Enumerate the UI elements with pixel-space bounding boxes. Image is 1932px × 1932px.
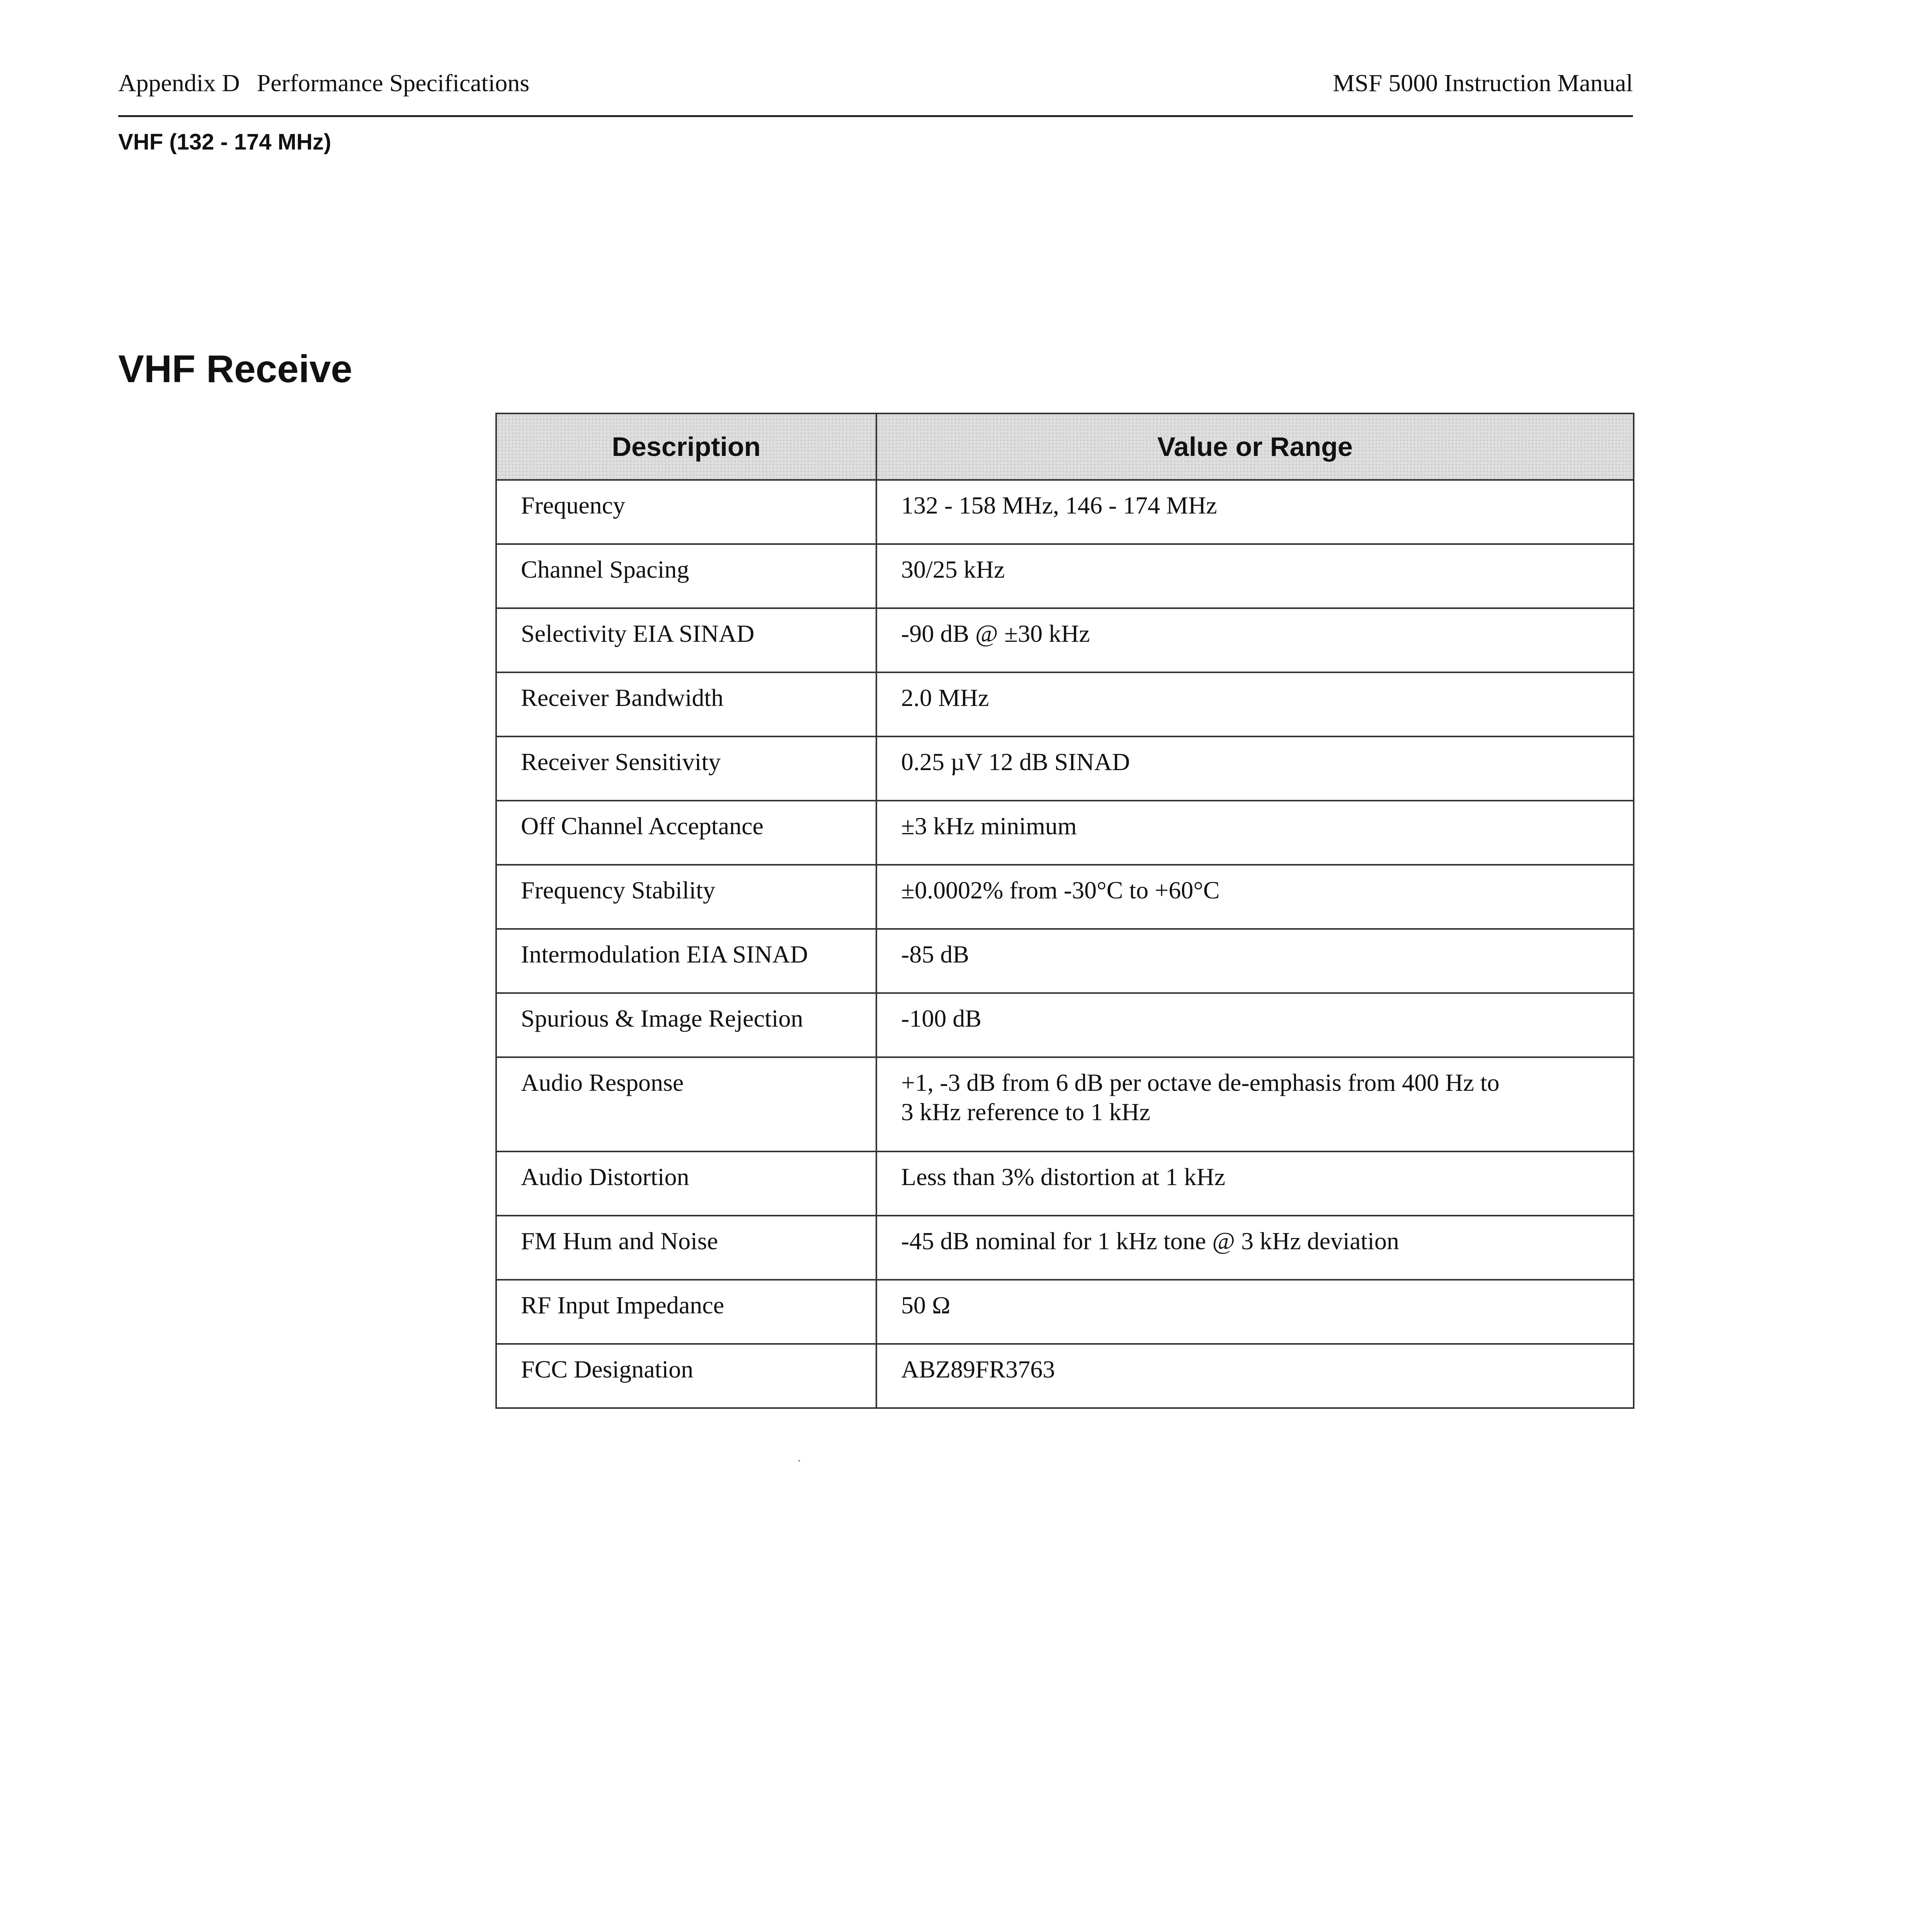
- section-title: VHF Receive: [118, 347, 352, 391]
- row-value-line-1: +1, -3 dB from 6 dB per octave de-emphasis from 400 Hz to: [901, 1069, 1500, 1096]
- row-description: Receiver Sensitivity: [496, 736, 876, 801]
- table-row: [496, 672, 1634, 736]
- row-description: Channel Spacing: [496, 544, 876, 608]
- row-description: Frequency Stability: [496, 865, 876, 929]
- row-value: ABZ89FR3763: [876, 1344, 1634, 1408]
- row-value: 50 Ω: [876, 1280, 1634, 1344]
- spec-table: [495, 413, 1634, 1409]
- row-value: 0.25 µV 12 dB SINAD: [876, 736, 1634, 801]
- row-value: ±0.0002% from -30°C to +60°C: [876, 865, 1634, 929]
- table-row: [496, 480, 1634, 544]
- appendix-title: Performance Specifications: [257, 69, 530, 97]
- appendix-label: Appendix D: [118, 69, 240, 97]
- running-header-left: [118, 69, 529, 97]
- table-row: [496, 929, 1634, 993]
- row-value: 2.0 MHz: [876, 672, 1634, 736]
- table-row: [496, 1216, 1634, 1280]
- row-value: -90 dB @ ±30 kHz: [876, 608, 1634, 672]
- row-description: FM Hum and Noise: [496, 1216, 876, 1280]
- row-description: Receiver Bandwidth: [496, 672, 876, 736]
- row-value: 30/25 kHz: [876, 544, 1634, 608]
- header-rule: [118, 115, 1633, 117]
- band-subheader: VHF (132 - 174 MHz): [118, 129, 332, 155]
- row-description: Audio Distortion: [496, 1151, 876, 1216]
- table-row: [496, 608, 1634, 672]
- row-value: Less than 3% distortion at 1 kHz: [876, 1151, 1634, 1216]
- table-row: [496, 1280, 1634, 1344]
- row-value: -100 dB: [876, 993, 1634, 1057]
- table-row: [496, 865, 1634, 929]
- table-row: [496, 1344, 1634, 1408]
- row-description: FCC Designation: [496, 1344, 876, 1408]
- row-value: 132 - 158 MHz, 146 - 174 MHz: [876, 480, 1634, 544]
- row-value: -45 dB nominal for 1 kHz tone @ 3 kHz deviation: [876, 1216, 1634, 1280]
- row-value: ±3 kHz minimum: [876, 801, 1634, 865]
- scan-speck: [798, 1460, 800, 1462]
- table-row: [496, 544, 1634, 608]
- running-header-right: MSF 5000 Instruction Manual: [1333, 69, 1633, 97]
- row-value: [876, 1057, 1634, 1151]
- column-header-description: Description: [496, 413, 876, 480]
- row-description: Frequency: [496, 480, 876, 544]
- row-description: Selectivity EIA SINAD: [496, 608, 876, 672]
- row-description: Spurious & Image Rejection: [496, 993, 876, 1057]
- table-row: [496, 801, 1634, 865]
- table-row: [496, 1151, 1634, 1216]
- row-value-line-2: 3 kHz reference to 1 kHz: [901, 1098, 1150, 1126]
- row-description: RF Input Impedance: [496, 1280, 876, 1344]
- table-row: [496, 993, 1634, 1057]
- table-header-row: [496, 413, 1634, 480]
- row-description: Off Channel Acceptance: [496, 801, 876, 865]
- row-description: Audio Response: [496, 1057, 876, 1151]
- table-row: [496, 736, 1634, 801]
- row-description: Intermodulation EIA SINAD: [496, 929, 876, 993]
- row-value: -85 dB: [876, 929, 1634, 993]
- table-row: [496, 1057, 1634, 1151]
- column-header-value: Value or Range: [876, 413, 1634, 480]
